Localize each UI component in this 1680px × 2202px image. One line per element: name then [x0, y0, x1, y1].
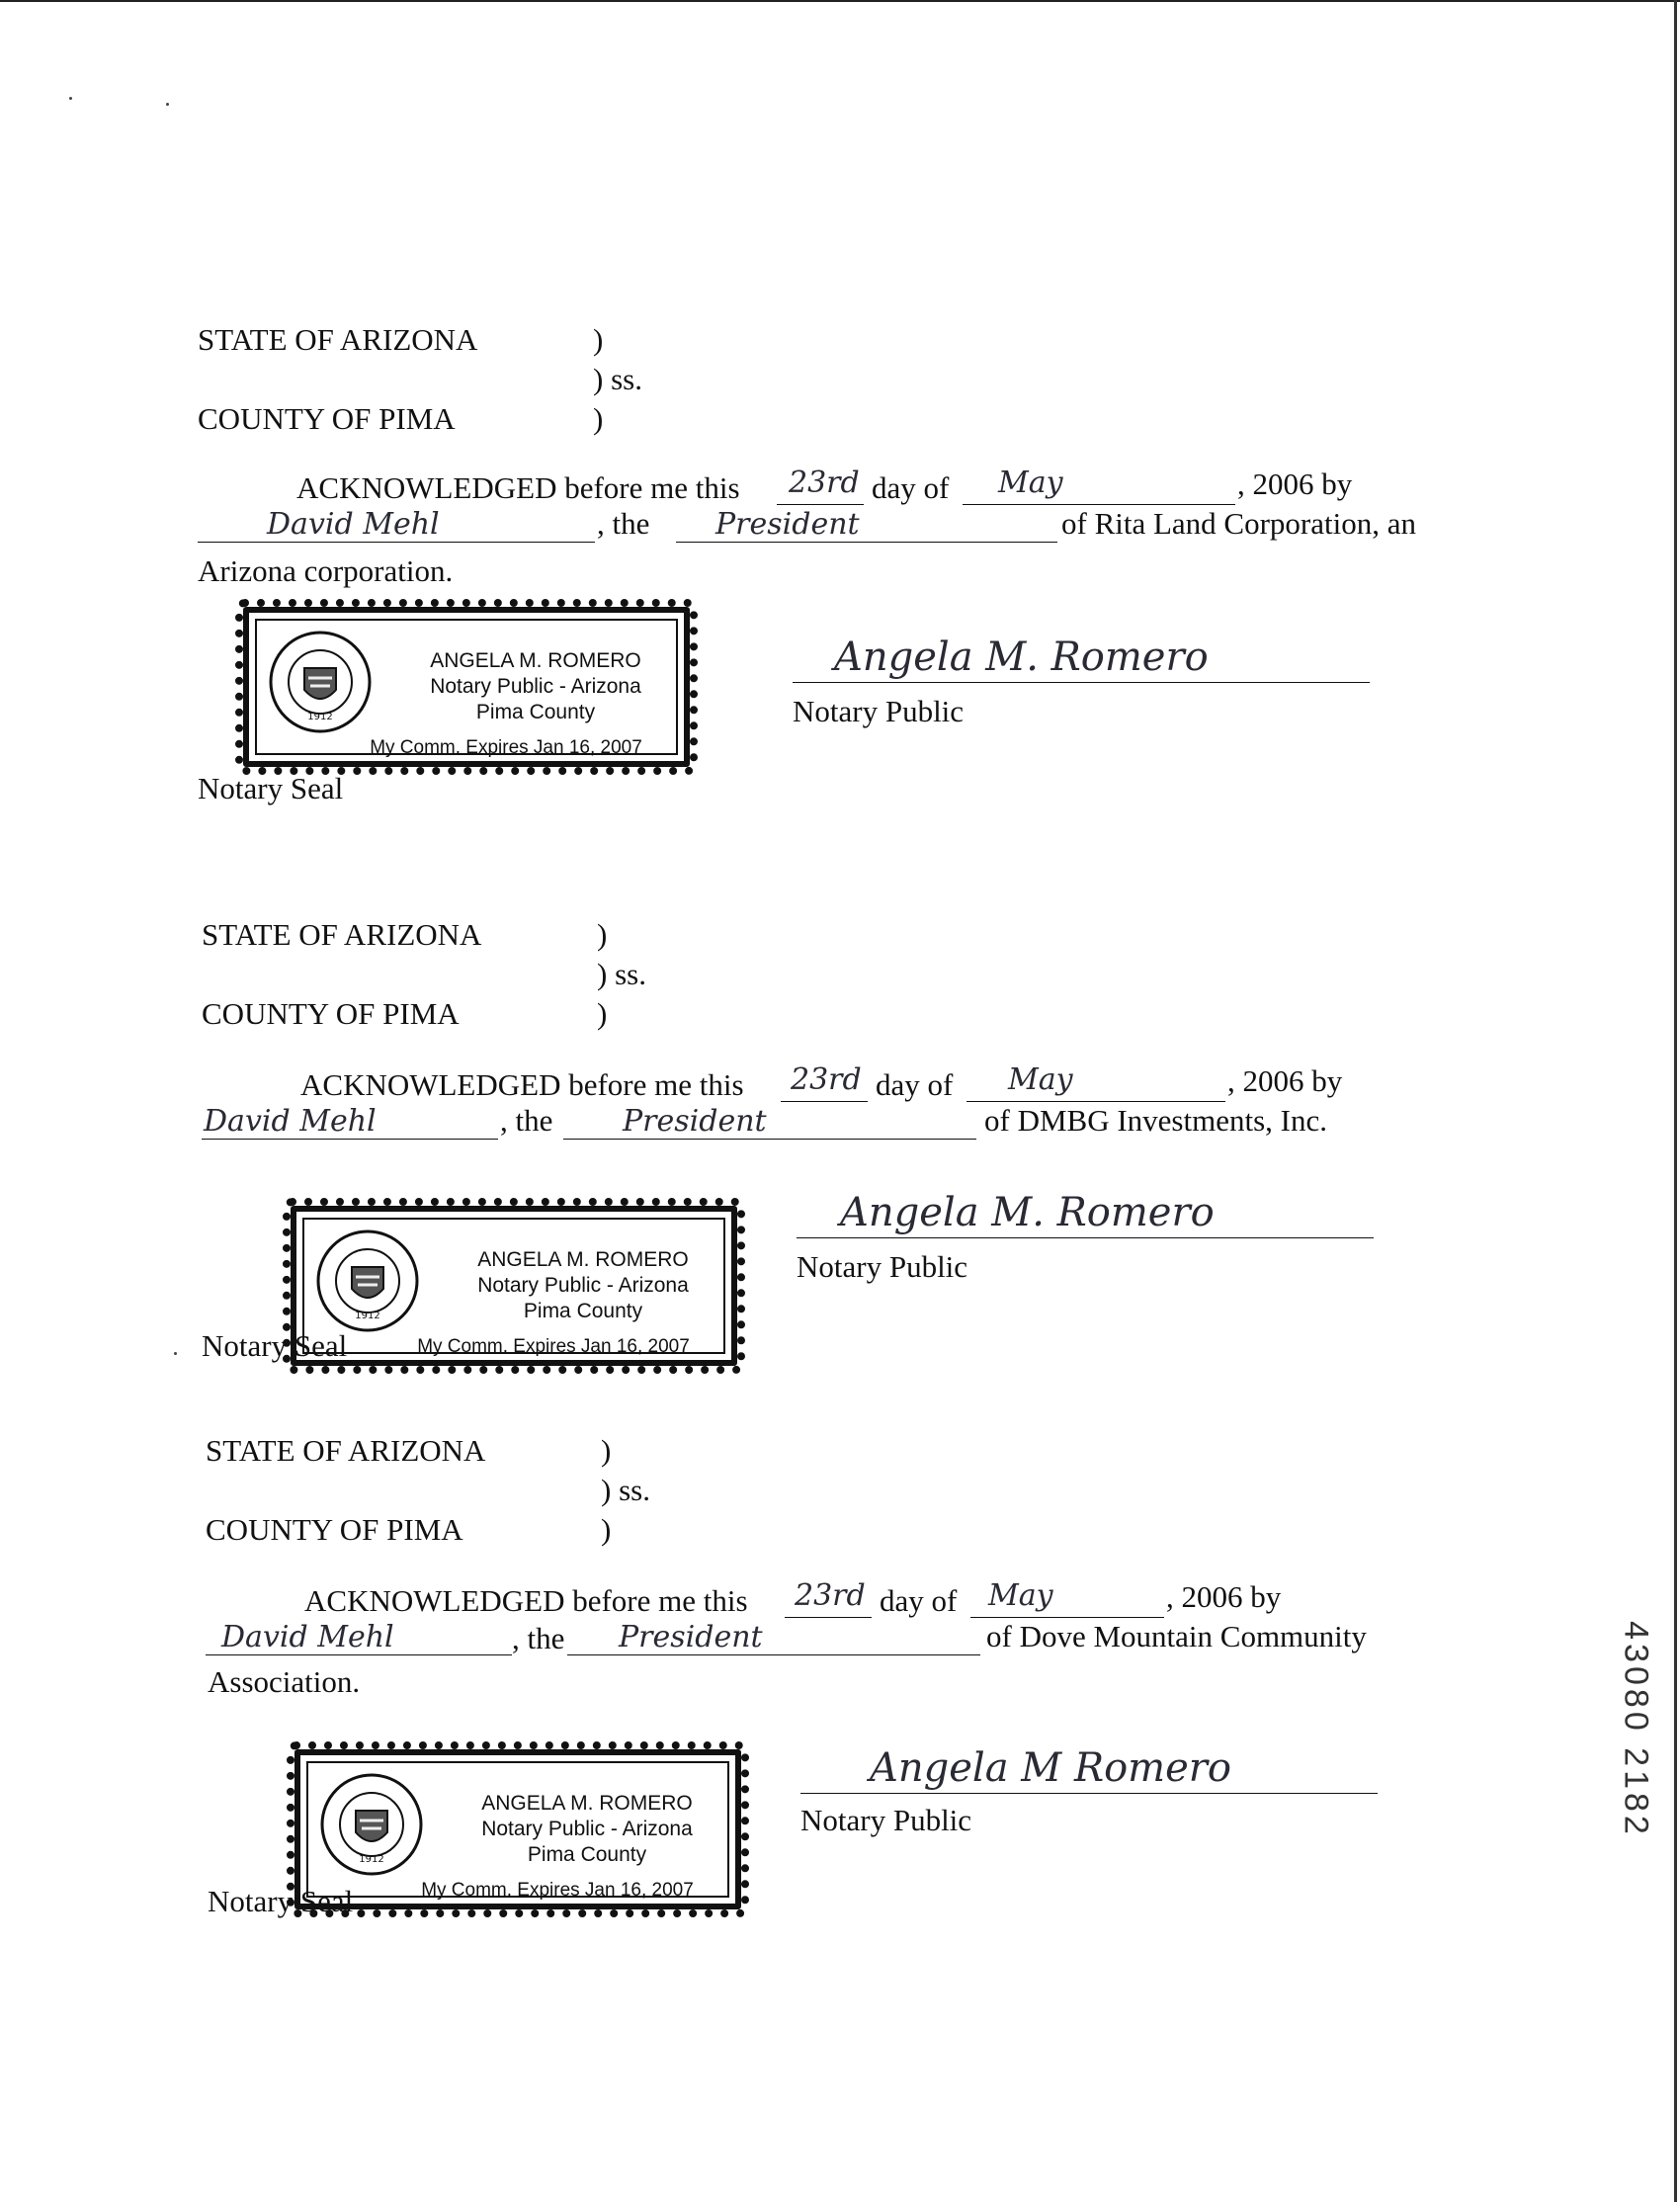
the-label: , the [500, 1103, 553, 1138]
day-of-label: day of [872, 470, 950, 505]
paren: ) [593, 401, 604, 436]
paren: ) [597, 996, 608, 1031]
paren: ) [601, 1433, 612, 1468]
notary-public-label: Notary Public [797, 1249, 968, 1284]
page-right-edge [1674, 0, 1677, 2202]
seal-expiration: My Comm. Expires Jan 16, 2007 [421, 1880, 694, 1901]
signer-name: David Mehl [221, 1620, 394, 1654]
ack-lead: ACKNOWLEDGED before me this [300, 1067, 744, 1102]
ack-day: 23rd [791, 1062, 862, 1097]
seal-notary-name: ANGELA M. ROMERO [477, 1248, 689, 1271]
notary-signature: Angela M. Romero [834, 635, 1209, 680]
great-seal-emblem-icon [267, 629, 374, 735]
seal-notary-title: Notary Public - Arizona [481, 1818, 693, 1840]
signer-name: David Mehl [204, 1104, 377, 1139]
signer-name: David Mehl [267, 507, 440, 542]
ack-day: 23rd [795, 1578, 866, 1613]
notary-signature: Angela M. Romero [840, 1190, 1215, 1235]
scan-speck [69, 97, 72, 100]
ack-lead: ACKNOWLEDGED before me this [304, 1583, 748, 1618]
scan-speck [166, 103, 169, 106]
ss-label: ) ss. [601, 1473, 650, 1507]
notary-seal-label: Notary Seal [202, 1328, 348, 1363]
notary-seal-stamp [294, 1749, 741, 1909]
signer-title: President [619, 1620, 763, 1654]
notary-seal-label: Notary Seal [208, 1884, 354, 1918]
ss-label: ) ss. [597, 957, 646, 991]
entity-line-2: Arizona corporation. [198, 553, 454, 588]
seal-county: Pima County [527, 1843, 647, 1866]
state-label: STATE OF ARIZONA [202, 917, 482, 952]
seal-expiration: My Comm. Expires Jan 16, 2007 [417, 1336, 690, 1357]
ack-month: May [1008, 1062, 1073, 1097]
day-of-label: day of [880, 1583, 958, 1618]
the-label: , the [512, 1621, 565, 1655]
entity-line-2: Association. [208, 1664, 361, 1699]
seal-notary-name: ANGELA M. ROMERO [481, 1792, 693, 1815]
seal-text [445, 1247, 721, 1324]
ack-month: May [998, 466, 1063, 500]
entity-line-1: of DMBG Investments, Inc. [984, 1103, 1327, 1138]
page-top-edge [0, 0, 1680, 2]
entity-line-1: of Rita Land Corporation, an [1061, 506, 1416, 541]
recording-number: 43080 2182 [1617, 1621, 1655, 1838]
seal-notary-name: ANGELA M. ROMERO [430, 649, 641, 672]
state-label: STATE OF ARIZONA [206, 1433, 486, 1468]
ack-month: May [988, 1578, 1053, 1613]
great-seal-emblem-icon [314, 1228, 421, 1334]
signer-title: President [715, 507, 860, 542]
paren: ) [593, 322, 604, 357]
scan-speck [174, 1352, 177, 1355]
seal-notary-title: Notary Public - Arizona [477, 1274, 689, 1297]
county-label: COUNTY OF PIMA [206, 1512, 463, 1547]
seal-county: Pima County [523, 1300, 643, 1322]
day-of-label: day of [876, 1067, 954, 1102]
ss-label: ) ss. [593, 362, 642, 396]
seal-expiration: My Comm. Expires Jan 16, 2007 [370, 737, 642, 758]
entity-line-1: of Dove Mountain Community [986, 1619, 1367, 1653]
notary-public-label: Notary Public [800, 1803, 972, 1837]
seal-notary-title: Notary Public - Arizona [430, 675, 641, 698]
notary-seal-label: Notary Seal [198, 771, 344, 805]
ack-lead: ACKNOWLEDGED before me this [296, 470, 740, 505]
seal-text [397, 648, 674, 725]
seal-text [449, 1791, 725, 1868]
year-by: , 2006 by [1227, 1063, 1343, 1098]
notary-public-label: Notary Public [793, 694, 965, 728]
signer-title: President [623, 1104, 767, 1139]
seal-county: Pima County [475, 701, 596, 723]
svg-text:1912: 1912 [359, 1854, 384, 1865]
notary-seal-stamp [243, 607, 690, 767]
great-seal-emblem-icon [318, 1771, 425, 1878]
notary-seal-stamp [291, 1206, 737, 1366]
recording-number-stamp [1606, 1591, 1665, 1868]
state-label: STATE OF ARIZONA [198, 322, 478, 357]
year-by: , 2006 by [1237, 466, 1353, 501]
county-label: COUNTY OF PIMA [198, 401, 456, 436]
paren: ) [601, 1512, 612, 1547]
the-label: , the [597, 506, 650, 541]
svg-text:1912: 1912 [307, 712, 333, 722]
svg-text:1912: 1912 [355, 1311, 380, 1321]
ack-day: 23rd [789, 466, 860, 500]
paren: ) [597, 917, 608, 952]
year-by: , 2006 by [1166, 1579, 1282, 1614]
county-label: COUNTY OF PIMA [202, 996, 460, 1031]
notary-signature: Angela M Romero [870, 1745, 1231, 1791]
